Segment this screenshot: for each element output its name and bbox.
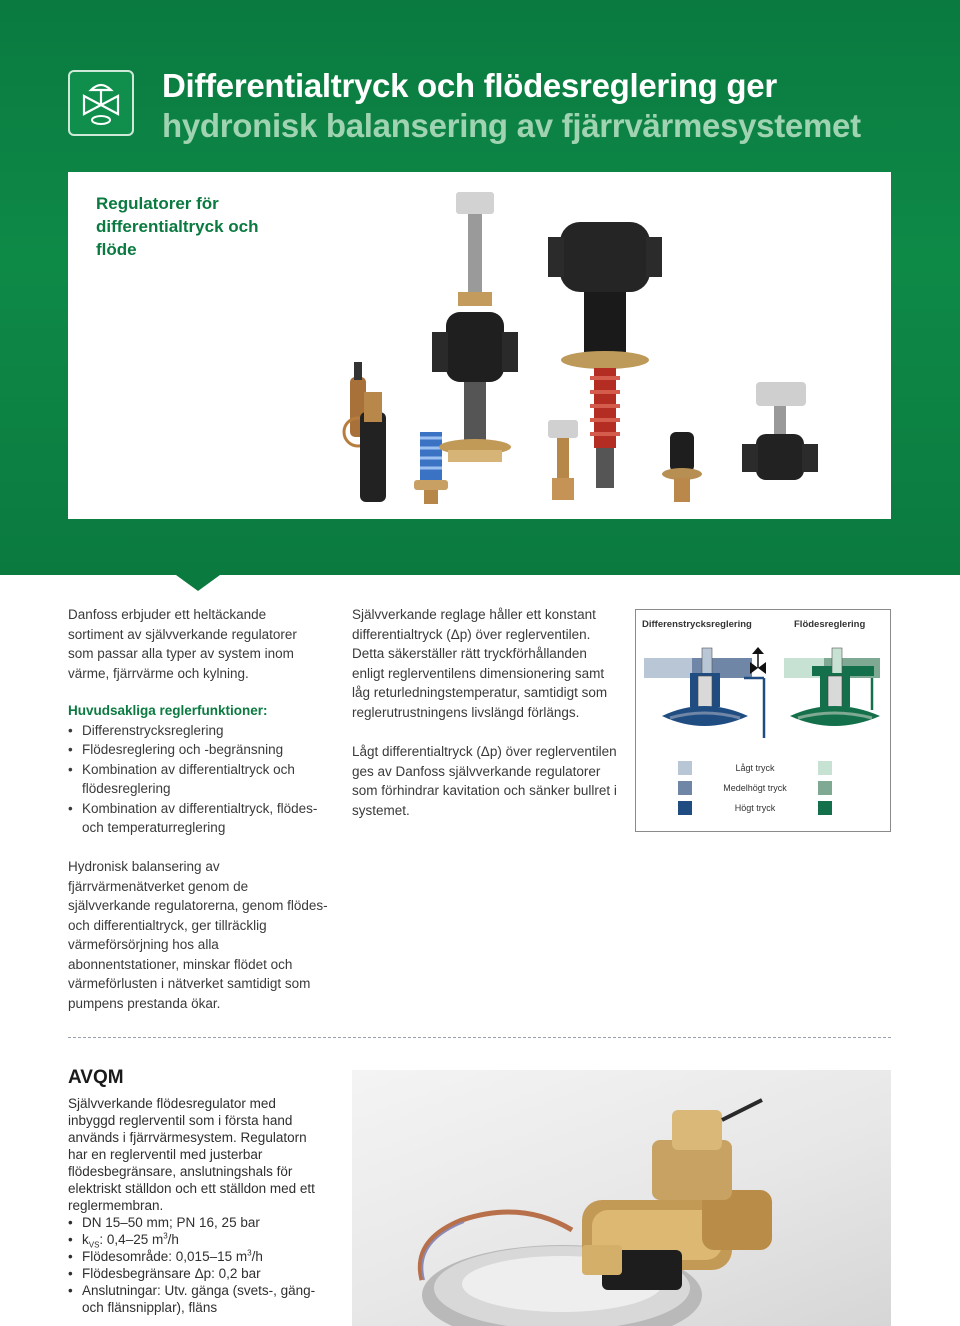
spec-kvs: • $k_{VS}$: 0,4–25 $m^3/h$: [68, 1231, 318, 1248]
pressure-diagram: [635, 609, 891, 832]
legend-low-pressure: [636, 760, 892, 778]
legend-swatch-right: [818, 801, 832, 815]
low-pressure-paragraph: Lågt differentialtryck (Δp) över reglerventilen ges av Danfoss självverkande regulatorer som förhindrar kavitation och sänker bullret i systemet.: [352, 744, 617, 818]
functions-list: [68, 721, 323, 838]
spec-dn: • DN 15–50 mm; PN 16, 25 bar: [68, 1214, 318, 1231]
regulator-product-lineup-image: [338, 182, 878, 512]
legend-medium-pressure: [636, 780, 892, 798]
avqm-valve-photo: [352, 1070, 891, 1326]
spec-flow-range: • Flödesområde: 0,015–15 $m^3/h$: [68, 1248, 318, 1265]
avqm-description: Självverkande flödesregulator med inbyggd reglerventil som i första hand används i fjärrvärmesystem. Regulatorn har en reglerventil med justerbar flödesbegränsare, anslutningshals för elektriskt ställdon och ett ställdon med ett reglermembran.: [68, 1096, 315, 1213]
avqm-section: [68, 1066, 318, 1316]
list-item: • Kombination av differentialtryck, flödes- och temperaturreglering: [68, 799, 323, 838]
left-column: [68, 605, 323, 838]
avqm-title: AVQM: [68, 1067, 124, 1088]
legend-swatch-right: [818, 761, 832, 775]
intro-paragraph: Danfoss erbjuder ett heltäckande sortiment av självverkande regulatorer som passar alla typer av system inom värme, fjärrvärme och kylning.: [68, 607, 297, 681]
balancing-text: Hydronisk balansering av fjärrvärmenätverket genom de självverkande regulatorerna, genom flödes- och differentialtryck, ger tillräcklig värmeförsörjning hos alla abonnentstationer, minskar flödet och värmeförlusten i nätverket samtidigt som pumpens prestanda ökar.: [68, 859, 328, 1011]
title-line-1: Differentialtryck och flödesreglering ger: [162, 67, 777, 104]
spec-limiter: • Flödesbegränsare Δp: 0,2 bar: [68, 1265, 318, 1282]
middle-column: [352, 605, 617, 820]
list-item: • Flödesreglering och -begränsning: [68, 740, 323, 760]
legend-label: Lågt tryck: [735, 763, 775, 773]
list-item: • Kombination av differentialtryck och flödesreglering: [68, 760, 323, 799]
legend-swatch-left: [678, 801, 692, 815]
card-label: Regulatorer för differentialtryck och flöde: [96, 194, 259, 259]
diagram-title-left: Differenstrycksreglering: [642, 619, 752, 630]
spec-connections: • Anslutningar: Utv. gänga (svets-, gäng- och flänsnipplar), fläns: [68, 1282, 318, 1316]
valve-symbol-icon: [68, 70, 134, 136]
regulation-paragraph: Självverkande reglage håller ett konstant differentialtryck (Δp) över reglerventilen. Detta säkerställer rätt tryckförhållanden enligt reglerventilens dimensionering samt låg returledningstemperatur, samtidigt som reglerutrustningens livslängd förlängs.: [352, 607, 608, 720]
avqm-text: [68, 1095, 318, 1316]
legend-swatch-left: [678, 761, 692, 775]
list-item: • Differenstrycksreglering: [68, 721, 323, 741]
header-band: [0, 0, 960, 575]
product-photo-card: [68, 172, 891, 519]
title-line-2: hydronisk balansering av fjärrvärmesystemet: [162, 107, 861, 144]
page-title: [162, 66, 942, 146]
section-divider: [68, 1037, 891, 1038]
functions-heading: Huvudsakliga reglerfunktioner:: [68, 703, 268, 718]
legend-label: Medelhögt tryck: [723, 783, 787, 793]
legend-swatch-left: [678, 781, 692, 795]
avqm-spec-list: [68, 1214, 318, 1316]
legend-swatch-right: [818, 781, 832, 795]
regulator-cross-section-icon: [644, 638, 884, 743]
legend-label: Högt tryck: [734, 803, 776, 813]
legend-high-pressure: [636, 800, 892, 818]
balancing-paragraph: [68, 857, 333, 1013]
diagram-title-right: Flödesreglering: [794, 619, 866, 630]
